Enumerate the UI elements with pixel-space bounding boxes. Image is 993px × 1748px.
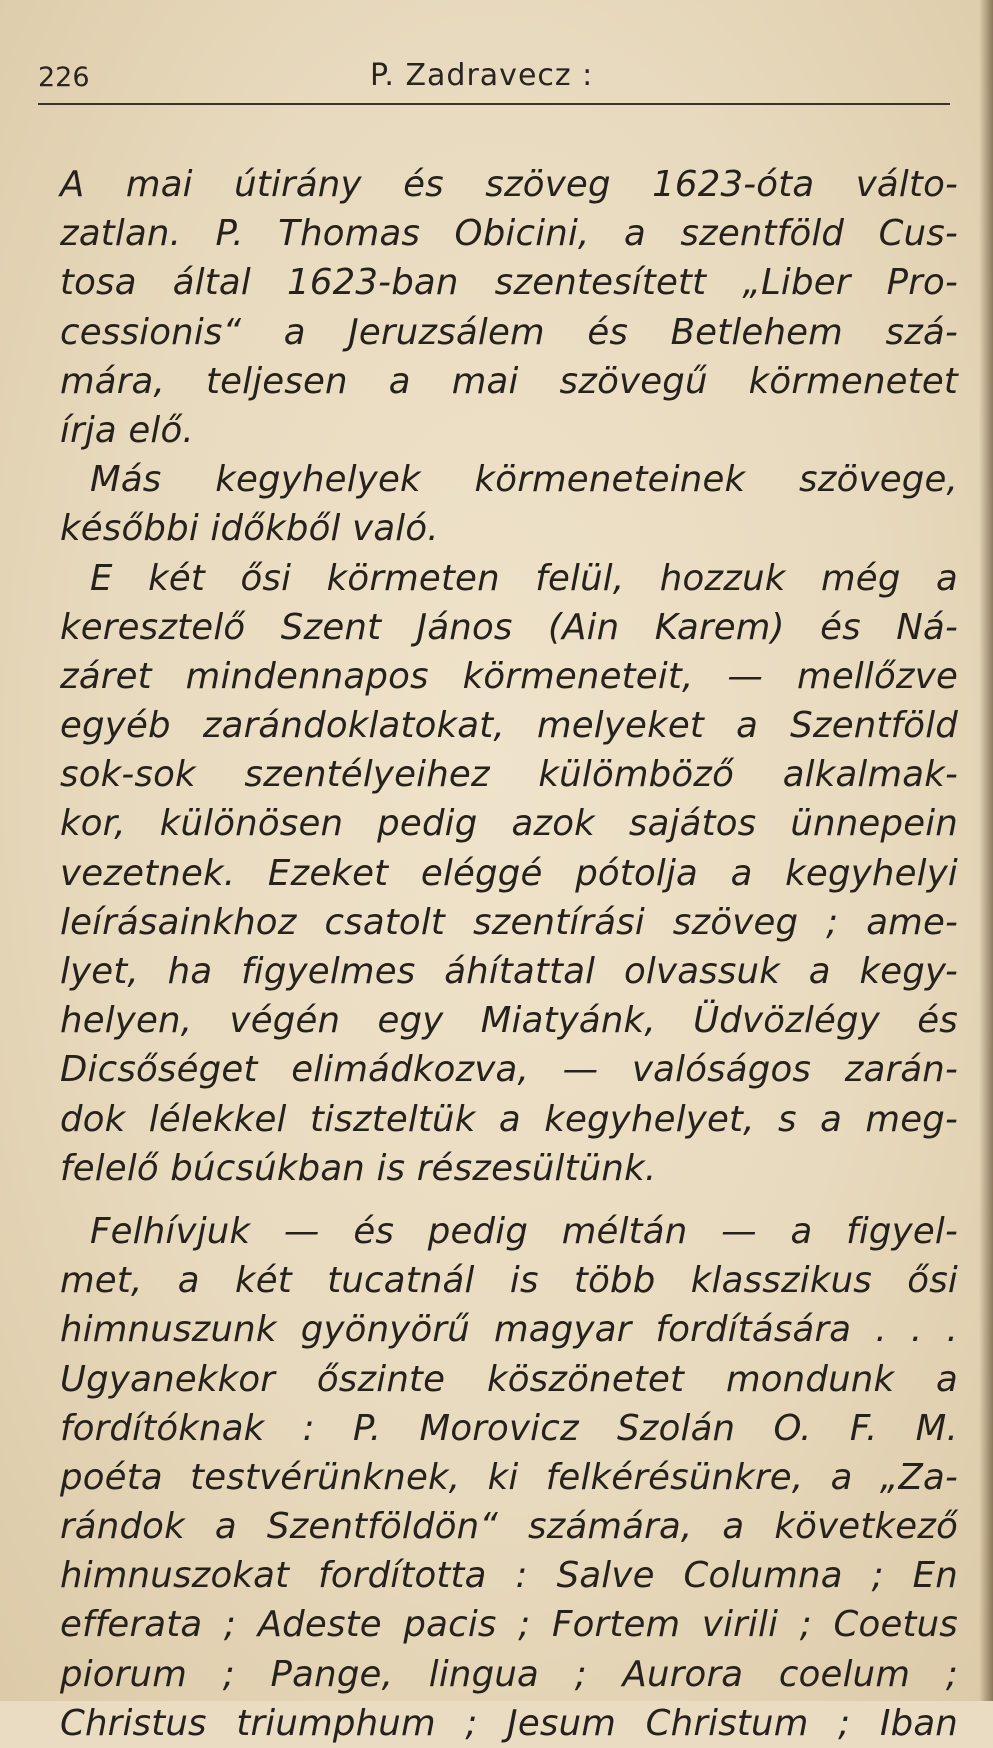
text-line: Dicsőséget elimádkozva, — valóságos zarán- xyxy=(60,1049,958,1091)
header-rule xyxy=(38,103,950,105)
running-title: P. Zadravecz : xyxy=(370,58,594,93)
page-number: 226 xyxy=(38,62,90,93)
text-line: későbbi időkből való. xyxy=(60,508,439,550)
text-line: zatlan. P. Thomas Obicini, a szentföld Cus- xyxy=(60,213,958,255)
body-text xyxy=(60,160,958,1748)
text-line: A mai útirány és szöveg 1623-óta válto- xyxy=(60,164,958,205)
text-line: Felhívjuk — és pedig méltán — a figyel- xyxy=(90,1210,958,1252)
text-line: dok lélekkel tiszteltük a kegyhelyet, s a meg- xyxy=(60,1098,958,1140)
text-line: helyen, végén egy Miatyánk, Üdvözlégy és xyxy=(60,1000,958,1042)
running-header xyxy=(38,58,950,102)
text-line: kor, különösen pedig azok sajátos ünnepein xyxy=(60,803,958,845)
text-line: záret mindennapos körmeneteit, — mellőzve xyxy=(60,655,958,697)
text-line: vezetnek. Ezeket eléggé pótolja a kegyhelyi xyxy=(60,852,958,894)
text-line: írja elő. xyxy=(60,409,194,451)
text-line: piorum ; Pange, lingua ; Aurora coelum ; xyxy=(60,1653,958,1695)
text-line: met, a két tucatnál is több klasszikus ősi xyxy=(60,1260,958,1302)
text-line: himnuszunk gyönyörű magyar fordítására . . . xyxy=(60,1309,958,1351)
text-line: leírásainkhoz csatolt szentírási szöveg ; ame- xyxy=(60,901,958,943)
text-line: E két ősi körmeten felül, hozzuk még a xyxy=(90,557,958,599)
text-line: keresztelő Szent János (Ain Karem) és Ná- xyxy=(60,606,958,648)
text-line: efferata ; Adeste pacis ; Fortem virili ; Coetus xyxy=(60,1604,958,1646)
text-line: lyet, ha figyelmes áhítattal olvassuk a kegy- xyxy=(60,951,958,992)
text-line: felelő búcsúkban is részesültünk. xyxy=(60,1147,657,1189)
text-line: himnuszokat fordította : Salve Columna ; En xyxy=(60,1555,958,1597)
text-line: egyéb zarándoklatokat, melyeket a Szentföld xyxy=(60,705,958,747)
text-line: Más kegyhelyek körmeneteinek szövege, xyxy=(90,459,958,501)
text-line: rándok a Szentföldön“ számára, a következő xyxy=(60,1506,958,1548)
text-line: fordítóknak : P. Morovicz Szolán O. F. M. xyxy=(60,1407,958,1449)
page-edge-shadow xyxy=(979,0,993,1701)
text-line: poéta testvérünknek, ki felkérésünkre, a „Za- xyxy=(60,1456,958,1498)
text-line: Christus triumphum ; Jesum Christum ; Iban xyxy=(60,1702,958,1744)
text-line: tosa által 1623-ban szentesített „Liber Pro- xyxy=(60,262,958,304)
text-line: mára, teljesen a mai szövegű körmenetet xyxy=(60,360,958,402)
text-line: cessionis“ a Jeruzsálem és Betlehem szá- xyxy=(60,311,958,353)
text-line: sok-sok szentélyeihez külömböző alkalmak- xyxy=(60,754,958,796)
text-line: Ugyanekkor őszinte köszönetet mondunk a xyxy=(60,1358,958,1400)
